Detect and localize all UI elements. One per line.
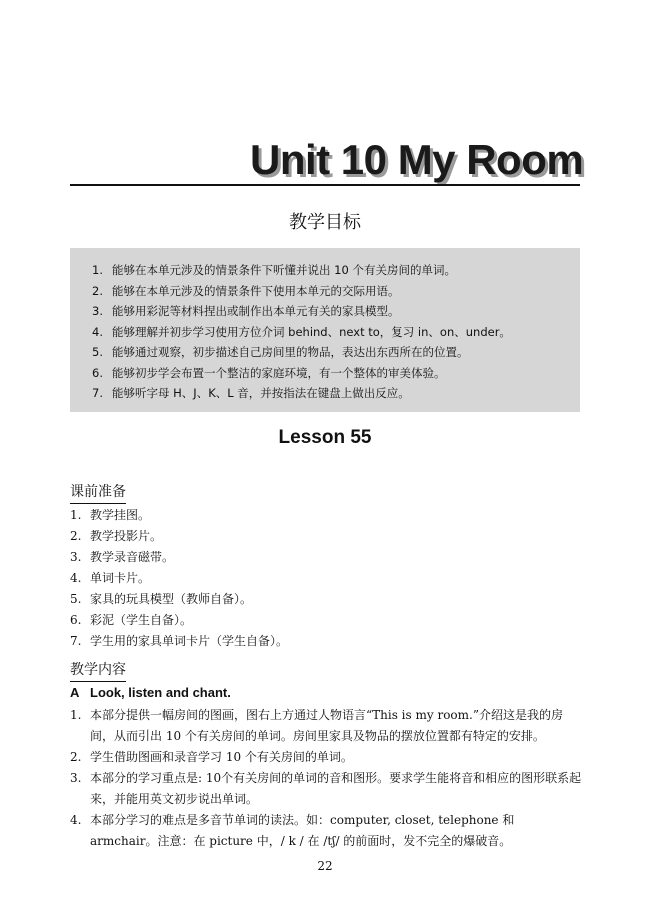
content-list bbox=[70, 705, 582, 852]
objectives-box bbox=[70, 248, 580, 412]
objective-item bbox=[92, 322, 560, 343]
item-number: 4. bbox=[92, 324, 103, 339]
page-number: 22 bbox=[317, 859, 333, 873]
preparation-item bbox=[70, 526, 288, 547]
item-number: 5. bbox=[70, 592, 82, 606]
title-divider bbox=[70, 184, 580, 186]
item-text: 能够理解并初步学习使用方位介词 behind、next to，复习 in、on、under。 bbox=[112, 324, 511, 339]
item-number: 2. bbox=[92, 283, 103, 298]
content-item bbox=[70, 747, 582, 768]
item-text: 学生借助图画和录音学习 10 个有关房间的单词。 bbox=[90, 750, 353, 764]
item-number: 7. bbox=[70, 634, 82, 648]
item-text: 能够用彩泥等材料捏出或制作出本单元有关的家具模型。 bbox=[112, 304, 400, 318]
preparation-list bbox=[70, 505, 288, 652]
preparation-item bbox=[70, 505, 288, 526]
item-number: 3. bbox=[92, 304, 103, 318]
objective-item bbox=[92, 281, 560, 302]
preparation-item bbox=[70, 631, 288, 652]
preparation-item bbox=[70, 610, 288, 631]
item-number: 4. bbox=[70, 813, 82, 827]
lesson-title: Lesson 55 bbox=[278, 427, 372, 448]
item-text: 单词卡片。 bbox=[90, 571, 151, 585]
item-number: 2. bbox=[70, 750, 82, 764]
item-number: 7. bbox=[92, 386, 103, 400]
item-text: 能够在本单元涉及的情景条件下听懂并说出 10 个有关房间的单词。 bbox=[112, 263, 456, 277]
content-item bbox=[70, 810, 582, 852]
item-number: 3. bbox=[70, 771, 82, 785]
part-title: Look, listen and chant. bbox=[90, 685, 231, 700]
item-number: 5. bbox=[92, 345, 103, 359]
part-letter: A bbox=[70, 685, 80, 700]
item-text: 学生用的家具单词卡片（学生自备）。 bbox=[90, 634, 289, 648]
item-number: 1. bbox=[92, 263, 103, 277]
objective-item bbox=[92, 260, 560, 281]
preparation-item bbox=[70, 547, 288, 568]
preparation-item bbox=[70, 568, 288, 589]
objective-item bbox=[92, 383, 560, 404]
item-number: 1. bbox=[70, 708, 82, 722]
objectives-list bbox=[92, 260, 560, 404]
item-text: 能够在本单元涉及的情景条件下使用本单元的交际用语。 bbox=[112, 283, 400, 298]
objective-item bbox=[92, 301, 560, 322]
preparation-item bbox=[70, 589, 288, 610]
item-number: 4. bbox=[70, 571, 82, 585]
item-number: 6. bbox=[70, 613, 82, 627]
item-text: 教学挂图。 bbox=[90, 508, 151, 522]
unit-title: Unit 10 My Room bbox=[250, 136, 584, 183]
item-text: 彩泥（学生自备）。 bbox=[90, 613, 193, 627]
part-a-heading bbox=[70, 684, 231, 702]
item-text: 能够初步学会布置一个整洁的家庭环境，有一个整体的审美体验。 bbox=[112, 365, 446, 380]
content-heading: 教学内容 bbox=[70, 662, 126, 682]
item-text: 本部分的学习重点是: 10个有关房间的单词的音和图形。要求学生能将音和相应的图形联系起来，并能用英文初步说出单词。 bbox=[90, 771, 582, 806]
item-number: 2. bbox=[70, 529, 82, 543]
item-number: 3. bbox=[70, 550, 82, 564]
item-number: 1. bbox=[70, 508, 82, 522]
item-text: 教学投影片。 bbox=[90, 529, 163, 543]
item-text: 家具的玩具模型（教师自备）。 bbox=[90, 592, 253, 606]
item-text: 本部分学习的难点是多音节单词的读法。如：computer, closet, telephone 和 armchair。注意：在 picture 中，/ k / 在 /tʃ/ 的前面时，发不完全的爆破音。 bbox=[90, 813, 515, 848]
objectives-heading: 教学目标 bbox=[289, 212, 361, 233]
content-item bbox=[70, 705, 582, 747]
item-number: 6. bbox=[92, 365, 103, 380]
objective-item bbox=[92, 342, 560, 363]
item-text: 能够通过观察，初步描述自己房间里的物品，表达出东西所在的位置。 bbox=[112, 345, 469, 359]
preparation-heading: 课前准备 bbox=[70, 484, 126, 504]
objective-item bbox=[92, 363, 560, 384]
item-text: 能够听字母 H、J、K、L 音，并按指法在键盘上做出反应。 bbox=[112, 386, 410, 400]
item-text: 教学录音磁带。 bbox=[90, 550, 175, 564]
content-item bbox=[70, 768, 582, 810]
item-text: 本部分提供一幅房间的图画，图右上方通过人物语言“This is my room.”介绍这是我的房间，从而引出 10 个有关房间的单词。房间里家具及物品的摆放位置都有特定的安排。 bbox=[90, 708, 563, 743]
